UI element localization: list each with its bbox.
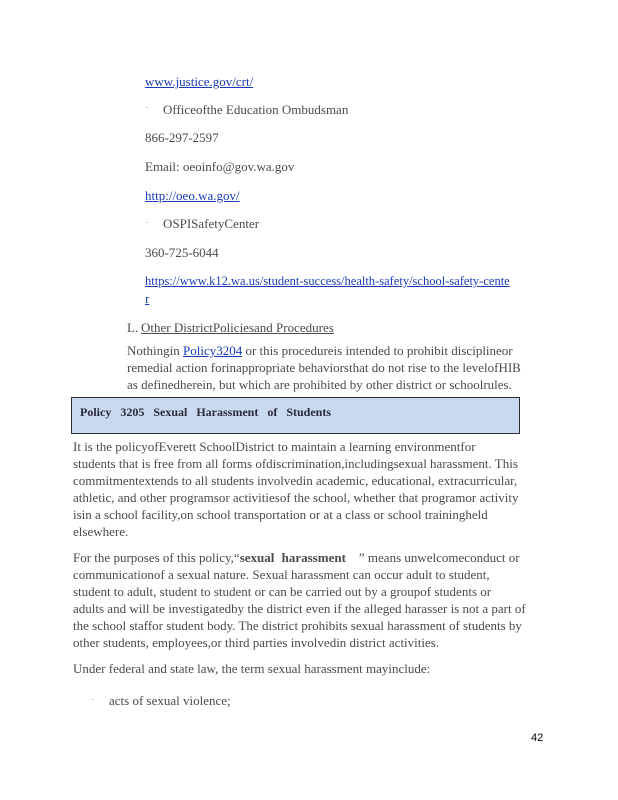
policy-paragraph-3: Under federal and state law, the term sexual harassment mayinclude: [73, 661, 431, 676]
paragraph-line: the school staffor student body. The district prohibits sexual harassment of students by [73, 618, 522, 633]
policy-title-box [71, 397, 520, 434]
ombudsman-email: Email: oeoinfo@gov.wa.gov [145, 159, 295, 174]
para-line1-rest: or this procedureis intended to prohibit disciplineor [242, 343, 513, 358]
paragraph-line: athletic, and other programsor activitiesof the school, whether that programor activity [73, 490, 519, 505]
bullet-icon: · [91, 695, 95, 706]
bullet-item: acts of sexual violence; [109, 693, 231, 708]
para-prefix: Nothingin [127, 343, 183, 358]
justice-link[interactable]: www.justice.gov/crt/ [145, 74, 254, 89]
paragraph-line: elsewhere. [73, 524, 129, 539]
paragraph-line [73, 549, 526, 566]
bullet-icon: · [145, 218, 149, 229]
ospi-link-line2[interactable]: r [145, 291, 150, 306]
ombudsman-phone: 866-297-2597 [145, 130, 219, 145]
paragraph-line: student to adult, student to student or can be carried out by a groupof students or [73, 584, 492, 599]
section-l-line1 [127, 342, 521, 359]
policy-3204-link[interactable]: Policy3204 [182, 343, 243, 358]
term-sexual-harassment: sexual harassment [239, 550, 346, 565]
ombudsman-label: Officeofthe Education Ombudsman [163, 102, 349, 117]
policy-paragraph-2 [73, 549, 526, 651]
ospi-phone: 360-725-6044 [145, 245, 219, 260]
bullet-icon: · [145, 103, 149, 114]
page-number: 42 [531, 732, 544, 744]
paragraph-line: other students, employees,or third parties involvedin district activities. [73, 635, 440, 650]
section-marker: L. [127, 320, 139, 335]
paragraph-line: commitmentextends to all students involvedin academic, educational, extracurricular, [73, 473, 518, 488]
section-heading: Other DistrictPoliciesand Procedures [141, 320, 334, 335]
paragraph-line: adults and will be investigatedby the district even if the alleged harasser is not a part of [73, 601, 526, 616]
para2-suffix: ” means unwelcomeconduct or [345, 550, 520, 565]
paragraph-line: It is the policyofEverett SchoolDistrict to maintain a learning environmentfor [73, 439, 476, 454]
paragraph-line: communicationof a sexual nature. Sexual harassment can occur adult to student, [73, 567, 490, 582]
policy-paragraph-1 [73, 438, 518, 540]
section-l-line2: remedial action forinappropriate behaviorsthat do not rise to the levelofHIB [127, 360, 521, 375]
policy-title: Policy 3205 Sexual Harassment of Students [80, 405, 332, 419]
para2-prefix: For the purposes of this policy,“ [73, 550, 240, 565]
paragraph-line: students that is free from all forms ofdiscrimination,includingsexual harassment. This [73, 456, 518, 471]
paragraph-line: isin a school facility,on school transportation or at a class or school trainingheld [73, 507, 488, 522]
ombudsman-link[interactable]: http://oeo.wa.gov/ [145, 188, 240, 203]
ospi-label: OSPISafetyCenter [163, 216, 260, 231]
ospi-link-line1[interactable]: https://www.k12.wa.us/student-success/health-safety/school-safety-cente [145, 274, 510, 288]
section-l-paragraph [127, 342, 521, 393]
section-l-line3: as definedherein, but which are prohibited by other district or schoolrules. [127, 377, 512, 392]
